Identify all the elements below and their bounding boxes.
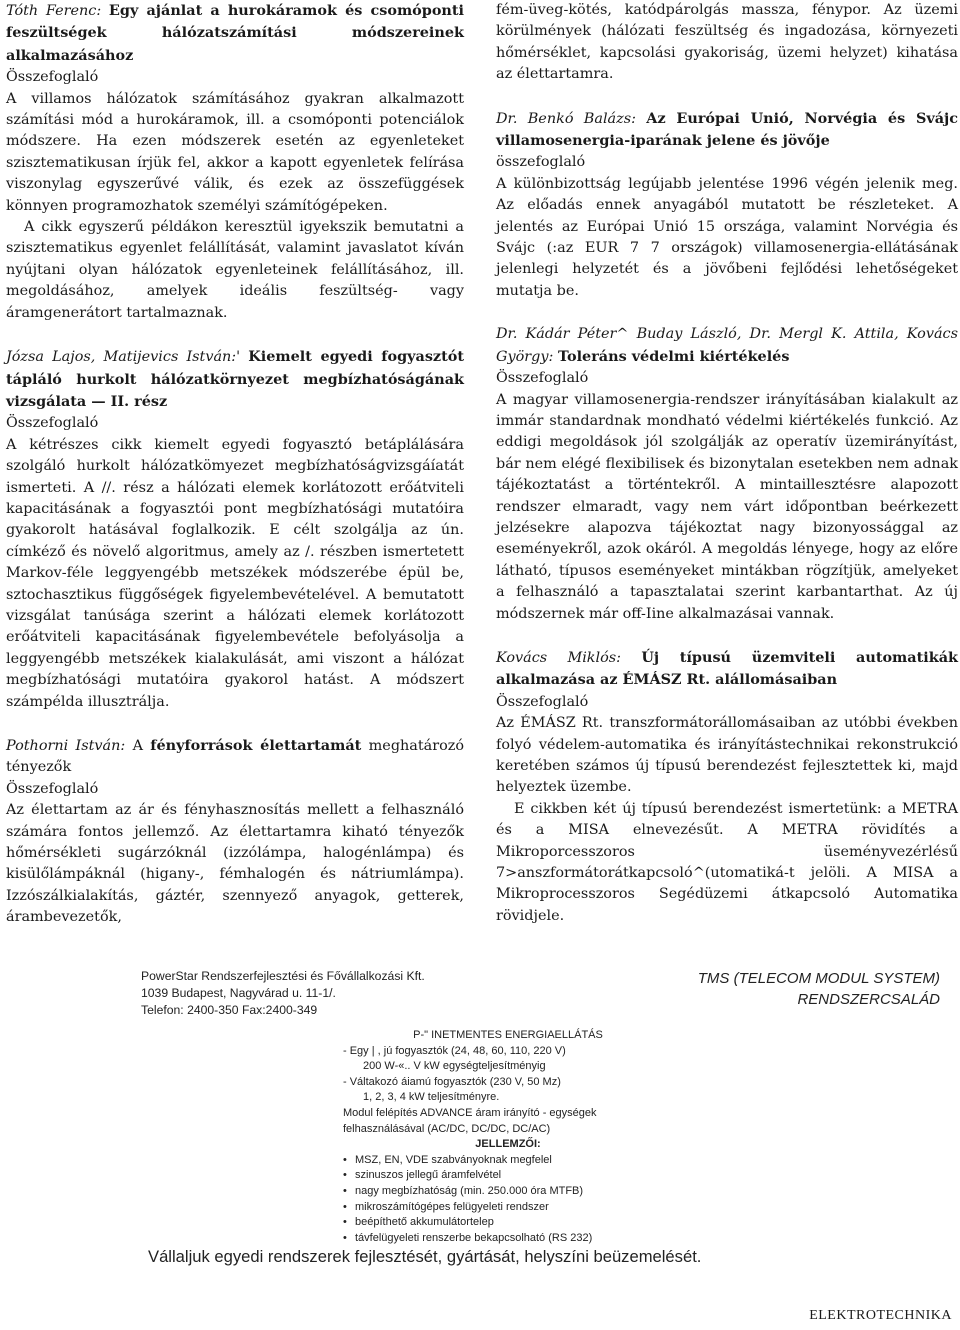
features-heading: JELLEMZŐI: [475,1138,541,1151]
ad-product-block [343,1028,673,1246]
feature-item: • beépíthető akkumulátortelep [343,1215,673,1231]
article-title: Egy ajánlat a hurokáramok és csomóponti feszültségek hálózatszámítási módszereinek alkalmazásához [6,2,465,64]
feature-item: • MSZ, EN, VDE szabványoknak megfelel [343,1153,673,1169]
brand-line: RENDSZERCSALÁD [797,991,940,1008]
article-title: Új típusú üzemviteli automatikák alkalmazása az ÉMÁSZ Rt. alállomásaiban [496,648,958,689]
article-author: Józsa Lajos, Matijevics István:' [6,349,241,366]
article-author: Dr. Kádár Péter^ Buday László, Dr. Mergl K. Attila, Kovács György: [496,326,958,365]
summary-label: Összefoglaló [6,415,99,432]
paragraph: A cikk egyszerű példákon keresztül igyekszik bemutatni a szisztematikus egyenlet felállítását, valamint javaslatot kíván nyújtani olyan hálózatok egyenleteinek felállításához, ill. megoldásához, amelyek ideális feszültség- vagy áramgenerátort tartalmaznak. [6,219,464,321]
summary-label: Összefoglaló [6,69,99,86]
paragraph: A különbizottság legújabb jelentése 1996 végén jelenik meg. Az előadás ennek anyagából mutatott be részleteket. A jelentés az Európai Unió 15 országa, valamint Norvégia és Svájc (:az EUR 7 7 országok) villamosenergia-ellátásának jelenlegi helyzetét és a jövőbeni fejlődési lehetőségeket mutatja be. [496,175,958,299]
article-author: Pothorni István: [6,738,126,754]
article-author: Kovács Miklós: [496,649,622,666]
product-line: 1, 2, 3, 4 kW teljesítményre. [363,1091,500,1104]
journal-footer: ELEKTROTECHNIKA [809,1308,952,1323]
article-benko [496,108,958,303]
article-jozsa [6,346,464,713]
paragraph: Az élettartam az ár és fényhasznosítás mellett a felhasználó számára fontos jellemző. Az élettartamra kiható tényezők hőmérsékleti sugárzóknál (izzólámpa, halogénlámpa) és kisülőlámpáknál (higany-, fémhalogén és nátriumlámpa). Izzószálkialakítás, gáztér, szennyező anyagok, getterek, árambevezetők, [6,802,464,926]
brand-line: TMS (TELECOM MODUL SYSTEM) [697,970,940,987]
article-kadar [496,324,958,625]
paragraph: Az ÉMÁSZ Rt. transzformátorállomásaiban az utóbbi években folyó védelem-automatika és irányítástechnikai rekonstrukció keretében számos új típusú berendezést fejlesztettek ki, majd helyeztek üzembe. [496,715,958,796]
product-line: Modul felépítés ADVANCE áram irányító - egységek [343,1106,597,1119]
article-title: Toleráns védelmi kiértékelés [557,347,790,365]
paragraph: A magyar villamosenergia-rendszer irányításában kialakult az immár standardnak mondható védelmi kiértékelés funkció. Az eddigi megoldások jól szolgálják az operatív üzemirányítást, bár nem elégé flexibilisek és bizonytalan esetekben nem adnak tájékoztatást a történtekről. A mintaillesztésre alapozott rendszer elmaradt, vagy nem várt időpontban beérkezett jelzésekre alapozva tájékoztat nagy bizonyossággal az eseményekről, azok okáról. A megoldás lényege, hogy az előre látható, típusos eseményeket mintákban rögzítjük, amelyeket a felhasználó a tapasztalatai szerint karbantarthat. Az új módszernek már off-Iine alkalmazásai vannak. [496,391,958,622]
ad-company-block [141,968,425,1019]
article-author: Tóth Ferenc: [6,3,102,19]
summary-label: Összefoglaló [6,780,99,797]
article-title: Az Európai Unió, Norvégia és Svájc villamosenergia-iparának jelene és jövője [496,109,958,150]
article-pothorni [6,735,464,929]
paragraph: fém-üveg-kötés, katódpárolgás massza, fénypor. Az üzemi körülmények (hálózati feszültség és ingadozása, környezeti hőmérséklet, kapcsolási gyakoriság, üzemi helyzet) kihatása az élettartamra. [496,2,958,83]
summary-label: Összefoglaló [496,370,589,387]
article-kovacs [496,647,958,927]
company-phone: Telefon: 2400-350 Fax:2400-349 [141,1003,318,1017]
ad-slogan: Vállaljuk egyedi rendszerek fejlesztését, gyártását, helyszíni beüzemelését. [148,1247,702,1266]
product-line: 200 W-«.. V kW egységteljesítményig [363,1060,546,1073]
left-column [6,0,464,951]
product-line: felhasználásával (AC/DC, DC/DC, DC/AC) [343,1122,551,1135]
right-column [496,0,958,949]
product-line: - Váltakozó áiamú fogyasztók (230 V, 50 Mz) [343,1075,561,1088]
product-line: - Egy | , jú fogyasztók (24, 48, 60, 110, 220 V) [343,1044,566,1057]
summary-label: Összefoglaló [496,693,589,710]
paragraph: A villamos hálózatok számításához gyakran alkalmazott számítási mód a hurokáramok, ill. a csomóponti potenciálok módszere. Ha ezen módszerek esetén az egyenleteket szisztematikusan írjük fel, akkor a kapott egyenletek felírása viszonylag egyszerűvé válik, és ezek az összefüggések könnyen programozhatok személyi számítógépeken. [6,90,464,214]
paragraph: E cikkben két új típusú berendezést ismertetünk: a METRA és a MISA elnevezésűt. A METRA rövidítés a Mikroporcesszoros üseményvezérlésű 7>anszformátorátkapcsoló^(utomatiká-t jelöli. A MISA a Mikroprocesszoros Segédüzemi átkapcsoló Automatika rövidjele. [496,800,958,924]
company-name: PowerStar Rendszerfejlesztési és Fővállalkozási Kft. [141,969,425,983]
feature-item: • szinuszos jellegű áramfelvétel [343,1168,673,1184]
product-heading: P-" INETMENTES ENERGIAELLÁTÁS [413,1029,603,1041]
company-address: 1039 Budapest, Nagyvárad u. 11-1/. [141,986,336,1000]
feature-item: • nagy megbízhatóság (min. 250.000 óra MTFB) [343,1184,673,1200]
feature-item: • mikroszámítógépes felügyeleti rendszer [343,1200,673,1216]
article-author: Dr. Benkó Balázs: [496,110,636,127]
ad-brand-block [620,968,940,1010]
article-pothorni-continued [496,0,958,86]
article-toth [6,0,464,324]
article-title-bold: fényforrások élettartamát [150,737,362,754]
feature-item: • távfelügyeleti renszerbe bekapcsolható (RS 232) [343,1231,673,1247]
paragraph: A kétrészes cikk kiemelt egyedi fogyasztó betáplálására szolgáló hurkolt hálózatkömyezet megbízhatóságvizsgáíatát ismerteti. A //. rész a hálózati elemek korlátozott erőátviteli kapacitásának a fogyasztói pont megbízhatósági mutatóira gyakorolt hatásával foglalkozik. E célt szolgálja az ún. címkéző és növelő algoritmus, amely az /. részben ismertetett Markov-féle leggyengébb metszékek módszerébe épül be, sztochasztikus függőségek figyelembevételével. A bemutatott vizsgálat tanúsága szerint a hálózati elemek korlátozott erőátviteli kapacitásának figyelembevétele befolyásolja a leggyengébb metszékek kialakulását, ami viszont a hálózat megbízhatósági mutatóira gyakorol hatást. A módszert számpélda illusztrálja. [6,436,464,710]
article-title-part: meghatározó tényezők [6,738,465,776]
article-title: Kiemelt egyedi fogyasztót tápláló hurkolt hálózatkörnyezet megbízhatóságának vizsgálata — II. rész [6,348,464,410]
article-title-part: A [132,738,143,754]
summary-label: összefoglaló [496,154,586,171]
